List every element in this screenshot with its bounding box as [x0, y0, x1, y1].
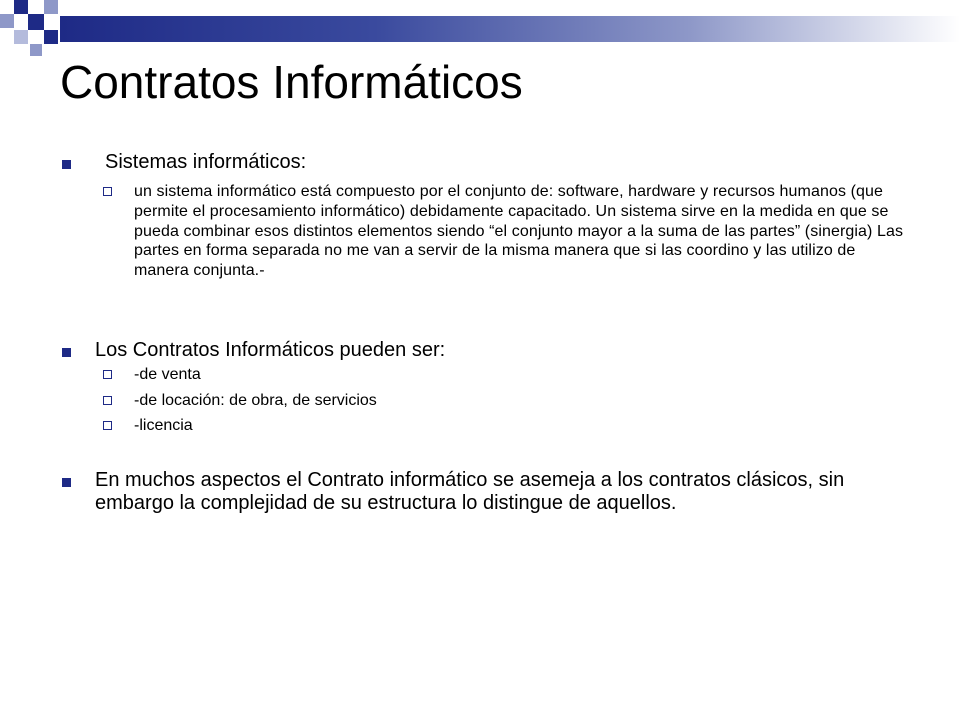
bullet-item [62, 151, 306, 174]
sub-bullet-text: -de venta [134, 366, 201, 383]
sub-bullet-text: -licencia [134, 417, 193, 434]
bullet-text: En muchos aspectos el Contrato informático se asemeja a los contratos clásicos, sin embargo la complejidad de su estructura lo distingue de aquellos. [95, 469, 845, 514]
header-gradient-bar [60, 16, 960, 42]
filled-square-bullet-icon [62, 160, 71, 169]
bullet-text: Sistemas informáticos: [105, 151, 307, 173]
bullet-item [62, 469, 875, 515]
sub-bullet-item [103, 416, 193, 436]
sub-bullet-item [103, 391, 377, 411]
deco-square [44, 30, 58, 44]
hollow-square-bullet-icon [103, 396, 112, 405]
filled-square-bullet-icon [62, 348, 71, 357]
hollow-square-bullet-icon [103, 370, 112, 379]
bullet-item [62, 339, 445, 362]
hollow-square-bullet-icon [103, 421, 112, 430]
sub-bullet-item [103, 182, 904, 281]
deco-square [44, 0, 58, 14]
slide-title: Contratos Informáticos [60, 56, 523, 108]
deco-square [14, 30, 28, 44]
deco-square [0, 14, 14, 28]
deco-square [30, 44, 42, 56]
sub-bullet-item [103, 365, 201, 385]
sub-bullet-text: un sistema informático está compuesto por el conjunto de: software, hardware y recursos humanos (que permite el procesamiento informático) debidamente capacitado. Un sistema sirve en la medida en que se pueda combinar esos distintos elementos siendo “el conjunto mayor a la suma de las partes” (sinergia) Las partes en forma separada no me van a servir de la misma manera que si las coordino y las utilizo de manera conjunta.- [134, 183, 904, 280]
filled-square-bullet-icon [62, 478, 71, 487]
bullet-text: Los Contratos Informáticos pueden ser: [95, 339, 446, 361]
sub-bullet-text: -de locación: de obra, de servicios [134, 392, 377, 409]
hollow-square-bullet-icon [103, 187, 112, 196]
deco-square [28, 14, 44, 30]
deco-square [14, 0, 28, 14]
